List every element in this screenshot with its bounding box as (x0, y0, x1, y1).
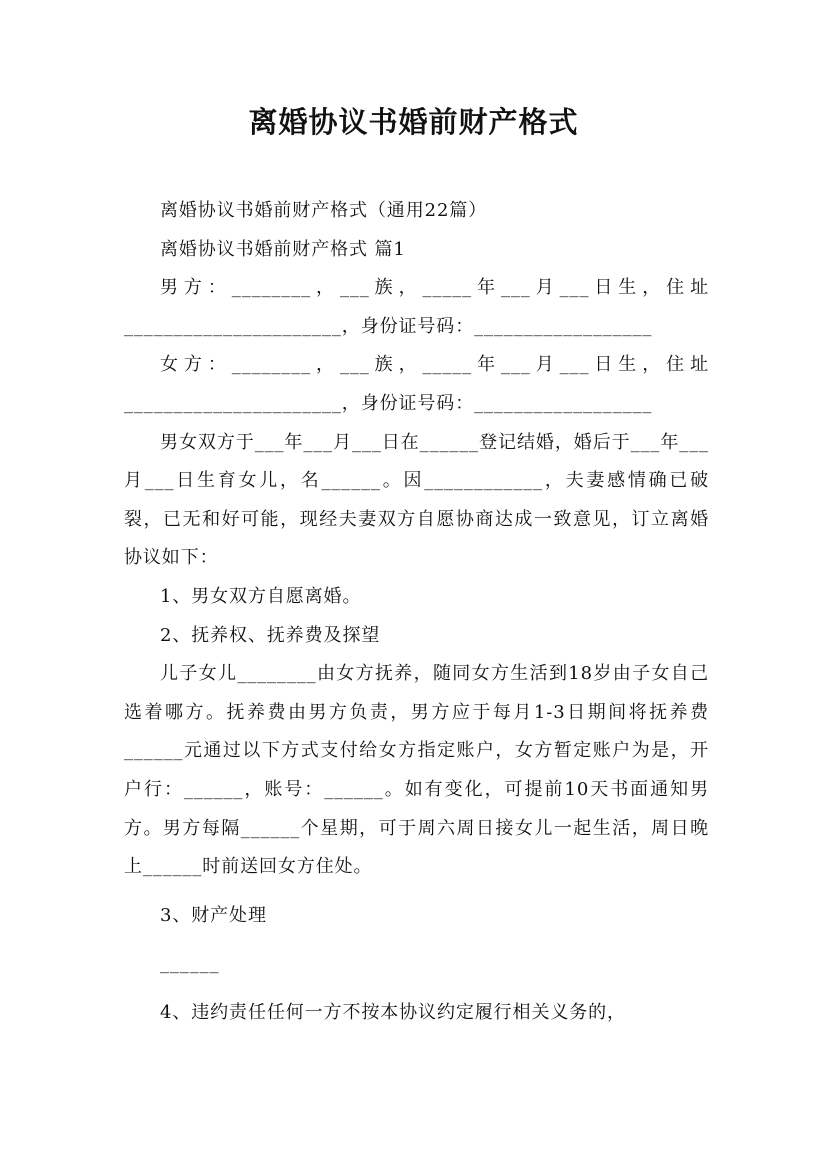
property-blank: ______ (160, 953, 220, 975)
male-party-paragraph: 男方：________，___族，_____年___月___日生，住址______________________，身份证号码：__________________ (124, 277, 709, 337)
clause-3-heading: 3、财产处理 (160, 904, 267, 926)
female-party-paragraph: 女方：________，___族，_____年___月___日生，住址______________________，身份证号码：__________________ (124, 354, 709, 414)
document-body (124, 192, 709, 1032)
clause-4-paragraph: 4、违约责任任何一方不按本协议约定履行相关义务的， (160, 1001, 626, 1023)
document-title: 离婚协议书婚前财产格式 (248, 105, 579, 139)
subtitle-paragraph: 离婚协议书婚前财产格式（通用22篇） (160, 200, 488, 221)
clause-2-heading: 2、抚养权、抚养费及探望 (160, 624, 381, 646)
custody-paragraph: 儿子女儿________由女方抚养，随同女方生活到18岁由子女自己选着哪方。抚养费由男方负责，男方应于每月1-3日期间将抚养费______元通过以下方式支付给女方指定账户，女方暂定账户为是，开户行：______，账号：______。如有变化，可提前10天书面通知男方。男方每隔______个星期，可于周六周日接女儿一起生活，周日晚上______时前送回女方住处。 (124, 663, 709, 878)
clause-1: 1、男女双方自愿离婚。 (160, 585, 362, 607)
spacer (124, 887, 709, 897)
spacer (124, 935, 709, 945)
section-heading: 离婚协议书婚前财产格式 篇1 (160, 238, 406, 260)
spacer (124, 984, 709, 994)
marriage-paragraph: 男女双方于___年___月___日在______登记结婚，婚后于___年___月___日生育女儿，名______。因____________，夫妻感情确已破裂，已无和好可能，现经夫妻双方自愿协商达成一致意见，订立离婚协议如下： (124, 431, 709, 569)
